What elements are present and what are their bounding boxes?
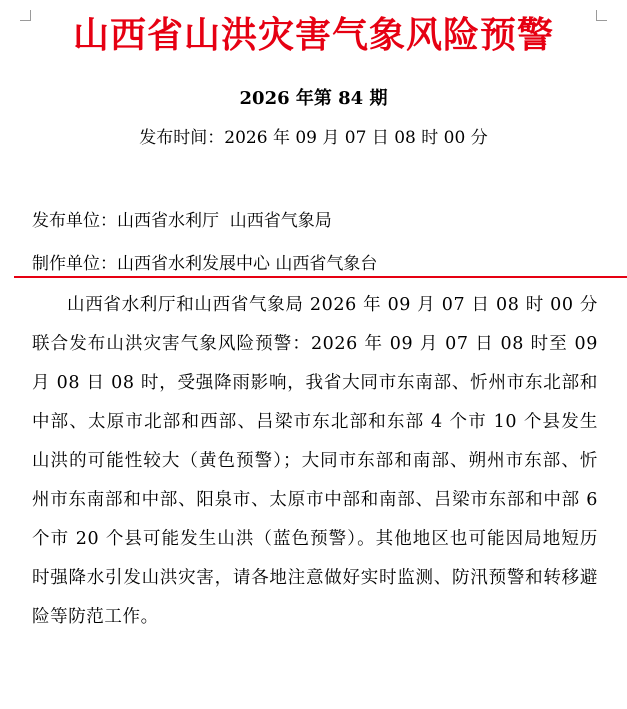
publish-time: 发布时间：2026 年 09 月 07 日 08 时 00 分 xyxy=(139,128,488,148)
producer-label: 制作单位： xyxy=(32,254,117,274)
header-divider xyxy=(14,276,627,278)
publisher-label: 发布单位： xyxy=(32,211,117,231)
producer-row xyxy=(32,251,377,277)
publisher-row xyxy=(32,208,332,234)
document-title: 山西省山洪灾害气象风险预警 xyxy=(72,14,554,56)
warning-paragraph: 山西省水利厅和山西省气象局 2026 年 09 月 07 日 08 时 00 分联合发布山洪灾害气象风险预警：2026 年 09 月 07 日 08 时至 09 月 08 日 08 时，受强降雨影响，我省大同市东南部、忻州市东北部和中部、太原市北部和西部、吕梁市东北部和东部 4 个市 10 个县发生山洪的可能性较大（黄色预警）；大同市东部和南部、朔州市东部、忻州市东南部和中部、阳泉市、太原市中部和南部、吕梁市东部和中部 6 个市 20 个县可能发生山洪（蓝色预警）。其他地区也可能因局地短历时强降水引发山洪灾害，请各地注意做好实时监测、防汛预警和转移避险等防范工作。 xyxy=(32,295,598,627)
publisher-value: 山西省水利厅 山西省气象局 xyxy=(117,211,332,231)
issue-number: 2026 年第 84 期 xyxy=(239,88,388,109)
producer-value: 山西省水利发展中心 山西省气象台 xyxy=(117,254,378,274)
